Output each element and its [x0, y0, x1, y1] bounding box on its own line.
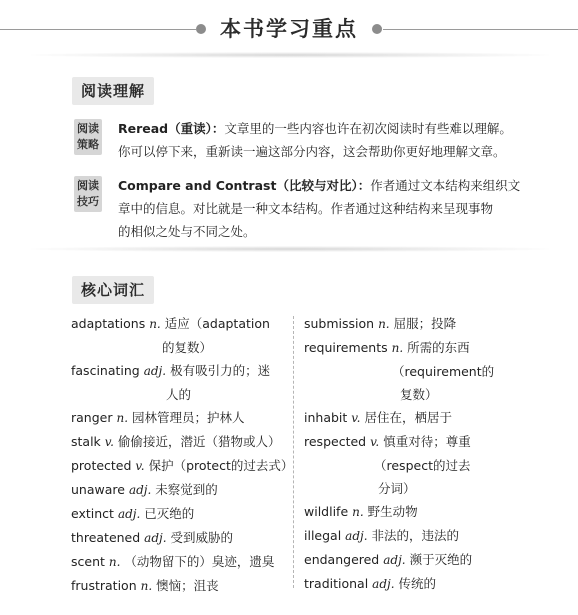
- vocab-pos: v.: [135, 459, 145, 473]
- vocab-entry: [71, 406, 289, 430]
- vocab-word: wildlife: [304, 504, 349, 519]
- reading-section-heading: 阅读理解: [72, 77, 154, 105]
- vocab-definition: 适应（adaptation: [164, 316, 270, 331]
- vocab-pos: n.: [352, 505, 364, 519]
- vocab-entry: [304, 500, 524, 524]
- vocab-definition-cont: 的复数）: [162, 340, 213, 355]
- vocab-word: requirements: [304, 340, 388, 355]
- skill-tag: [74, 176, 102, 212]
- vocab-entry: [304, 572, 524, 596]
- strategy-reread: [74, 117, 524, 163]
- vocab-entry: [304, 406, 524, 430]
- vocab-column-right: [304, 312, 524, 596]
- vocab-definition: 园林管理员；护林人: [132, 410, 245, 425]
- vocab-word: inhabit: [304, 410, 348, 425]
- skill-tag-bottom: 技巧: [77, 195, 99, 208]
- vocab-pos: v.: [351, 411, 361, 425]
- vocab-definition: 所需的东西: [407, 340, 470, 355]
- vocab-entry: [304, 548, 524, 572]
- vocab-column-divider: [293, 316, 294, 588]
- vocab-word: protected: [71, 458, 132, 473]
- vocab-word: endangered: [304, 552, 380, 567]
- vocab-pos: adj.: [372, 577, 395, 591]
- strategy-tag-top: 阅读: [77, 122, 99, 135]
- vocab-entry: [71, 454, 294, 478]
- vocab-definition: 已灭绝的: [144, 506, 195, 521]
- vocab-definition: 濒于灭绝的: [409, 552, 473, 567]
- vocab-word: respected: [304, 434, 367, 449]
- vocab-definition: 屈服；投降: [393, 316, 457, 331]
- strategy-tag: [74, 119, 102, 155]
- vocab-pos: n.: [391, 341, 404, 355]
- vocab-pos: n.: [378, 317, 390, 331]
- vocab-entry: [304, 312, 524, 336]
- strategy-line: 你可以停下来，重新读一遍这部分内容，这会帮助你更好地理解文章。: [118, 144, 506, 159]
- vocab-entry: [304, 430, 524, 500]
- vocab-definition: 慎重对待；尊重: [383, 434, 471, 449]
- vocab-pos: n.: [108, 555, 121, 569]
- strategy-tag-bottom: 策略: [77, 138, 99, 151]
- vocab-word: submission: [304, 316, 375, 331]
- skill-line: 章中的信息。对比就是一种文本结构。作者通过这种结构来呈现事物: [118, 201, 494, 216]
- vocab-word: scent: [71, 554, 105, 569]
- vocab-definition-cont: （respect的过去: [374, 458, 471, 473]
- vocab-pos: adj.: [345, 529, 368, 543]
- skill-tag-top: 阅读: [77, 179, 99, 192]
- vocab-definition-cont: 人的: [166, 387, 192, 402]
- vocab-pos: adj.: [128, 483, 152, 497]
- skill-term: Compare and Contrast（比较与对比）：: [118, 178, 371, 193]
- vocab-entry: [71, 526, 289, 550]
- title-rule-left: [0, 29, 196, 30]
- vocab-column-left: [71, 312, 294, 598]
- title-rule-right: [383, 29, 578, 30]
- vocab-word: illegal: [304, 528, 342, 543]
- skill-compare-contrast: [74, 174, 524, 243]
- vocab-definition: （动物留下的）臭迹，遗臭: [124, 554, 275, 569]
- vocab-entry: [71, 312, 289, 359]
- vocab-entry: [71, 359, 289, 406]
- vocab-entry: [71, 502, 289, 526]
- vocab-definition: 传统的: [398, 576, 437, 591]
- vocab-word: stalk: [71, 434, 101, 449]
- vocab-word: extinct: [71, 506, 114, 521]
- skill-line: 作者通过文本结构来组织文: [370, 178, 521, 193]
- vocab-definition: 极有吸引力的；迷: [170, 363, 271, 378]
- vocab-entry: [304, 336, 524, 406]
- vocab-entry: [71, 430, 289, 454]
- vocab-word: frustration: [71, 578, 137, 593]
- vocab-definition-cont: 复数）: [400, 387, 438, 402]
- vocab-pos: adj.: [117, 507, 141, 521]
- vocab-pos: adj.: [383, 553, 406, 567]
- strategy-term: Reread（重读）：: [118, 121, 225, 136]
- vocab-definition-cont: （requirement的: [392, 364, 495, 379]
- vocab-word: fascinating: [71, 363, 140, 378]
- section-shadow-divider: [30, 246, 550, 252]
- vocab-pos: adj.: [144, 531, 167, 545]
- vocab-definition-cont: 分词）: [378, 481, 416, 496]
- skill-line: 的相似之处与不同之处。: [118, 224, 256, 239]
- vocab-pos: n.: [140, 579, 153, 593]
- vocab-pos: n.: [116, 411, 129, 425]
- vocab-entry: [71, 478, 289, 502]
- vocab-definition: 未察觉到的: [155, 482, 218, 497]
- vocab-entry: [304, 524, 524, 548]
- vocab-entry: [71, 550, 289, 574]
- strategy-description: [118, 117, 524, 163]
- vocab-pos: v.: [104, 435, 114, 449]
- vocab-definition: 偷偷接近，潜近（猎物或人）: [117, 434, 281, 449]
- strategy-line: 文章里的一些内容也许在初次阅读时有些难以理解。: [224, 121, 512, 136]
- page-title: 本书学习重点: [220, 17, 358, 41]
- vocab-pos: v.: [370, 435, 380, 449]
- vocab-pos: n.: [149, 317, 161, 331]
- vocab-entry: [71, 574, 289, 598]
- skill-description: [118, 174, 524, 243]
- vocab-definition: 野生动物: [367, 504, 418, 519]
- vocab-definition: 保护（protect的过去式）: [148, 458, 294, 473]
- vocab-word: unaware: [71, 482, 125, 497]
- vocab-definition: 受到威胁的: [170, 530, 234, 545]
- title-bullet-left: [196, 24, 206, 34]
- vocab-word: ranger: [71, 410, 113, 425]
- vocab-section-heading: 核心词汇: [72, 276, 154, 304]
- title-bullet-right: [372, 24, 382, 34]
- vocab-word: threatened: [71, 530, 141, 545]
- vocab-pos: adj.: [143, 364, 167, 378]
- title-shadow-divider: [30, 52, 550, 58]
- vocab-definition: 居住在，栖居于: [364, 410, 452, 425]
- vocab-definition: 懊恼；沮丧: [156, 578, 219, 593]
- vocab-word: traditional: [304, 576, 369, 591]
- vocab-definition: 非法的，违法的: [371, 528, 460, 543]
- vocab-word: adaptations: [71, 316, 146, 331]
